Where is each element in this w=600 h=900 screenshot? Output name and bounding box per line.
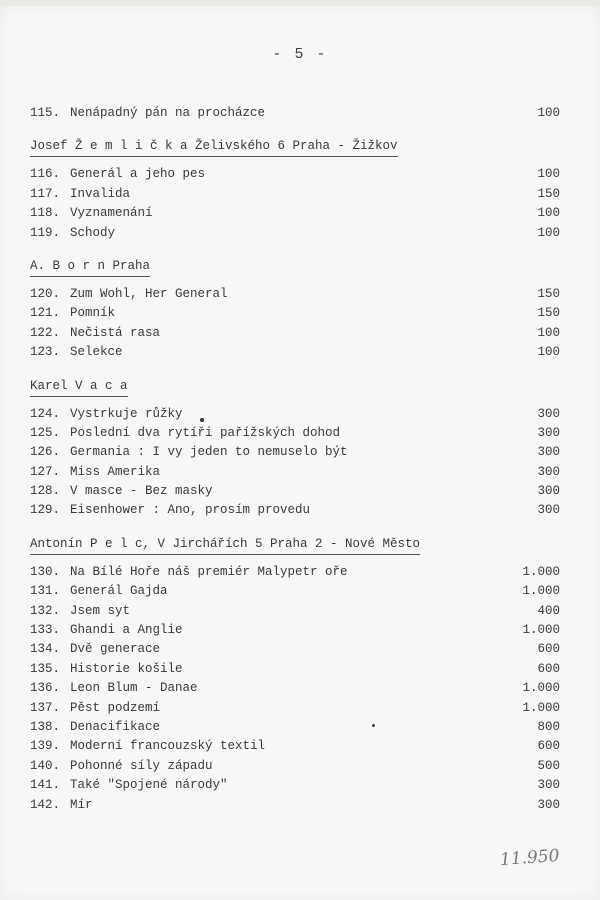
section-spacer	[30, 817, 560, 823]
handwritten-total: 11.950	[499, 845, 561, 871]
item-title: Nenápadný pán na procházce	[70, 106, 266, 120]
artist-header-text: Karel V a c a	[30, 379, 128, 397]
item-title: Pohonné síly západu	[70, 758, 213, 773]
item-price: 1.000	[522, 623, 560, 638]
item-number: 131.	[30, 584, 61, 599]
item-title: Nečistá rasa	[70, 325, 161, 340]
item-price: 100	[537, 345, 560, 360]
catalogue-row	[30, 287, 560, 306]
catalogue-row	[30, 565, 560, 584]
item-price: 300	[537, 484, 560, 499]
artist-header	[30, 379, 560, 405]
artist-header-text: A. B o r n Praha	[30, 259, 150, 277]
item-title: Generál Gajda	[70, 584, 168, 599]
catalogue-row	[30, 662, 560, 681]
item-number: 121.	[30, 306, 61, 321]
item-price: 300	[537, 445, 560, 460]
item-title: Germania : I vy jeden to nemuselo být	[70, 445, 348, 460]
catalogue-row	[30, 623, 560, 642]
item-number: 124.	[30, 406, 61, 421]
catalogue-list	[30, 106, 560, 823]
item-title: Zum Wohl, Her General	[70, 286, 228, 301]
item-price: 150	[537, 286, 560, 301]
item-title: Vystrkuje růžky	[70, 406, 183, 421]
item-number: 117.	[30, 186, 61, 201]
artist-header	[30, 259, 560, 285]
item-number: 128.	[30, 484, 61, 499]
item-title: V masce - Bez masky	[70, 484, 213, 499]
section-spacer	[30, 365, 560, 371]
catalogue-row	[30, 306, 560, 325]
ink-smudge	[372, 724, 375, 727]
item-title: Invalida	[70, 186, 131, 201]
catalogue-row	[30, 681, 560, 700]
catalogue-row	[30, 701, 560, 720]
item-title: Vyznamenání	[70, 206, 153, 221]
catalogue-row	[30, 720, 560, 739]
catalogue-row	[30, 798, 560, 817]
item-number: 130.	[30, 564, 61, 579]
item-number: 118.	[30, 206, 61, 221]
catalogue-row	[30, 484, 560, 503]
catalogue-row	[30, 778, 560, 797]
document-page	[0, 6, 600, 900]
item-price: 800	[537, 719, 560, 734]
item-number: 140.	[30, 758, 61, 773]
item-price: 300	[537, 425, 560, 440]
item-price: 150	[537, 186, 560, 201]
catalogue-row	[30, 739, 560, 758]
item-number: 134.	[30, 642, 61, 657]
item-number: 132.	[30, 603, 61, 618]
item-title: Schody	[70, 225, 116, 240]
item-number: 115.	[30, 106, 61, 120]
item-title: Také "Spojené národy"	[70, 778, 228, 793]
item-price: 100	[537, 206, 560, 221]
item-number: 122.	[30, 325, 61, 340]
catalogue-row	[30, 759, 560, 778]
catalogue-row	[30, 604, 560, 623]
item-title: Selekce	[70, 345, 123, 360]
item-price: 600	[537, 739, 560, 754]
item-price: 300	[537, 406, 560, 421]
catalogue-row	[30, 326, 560, 345]
catalogue-row	[30, 206, 560, 225]
section-spacer	[30, 245, 560, 251]
item-price: 500	[537, 758, 560, 773]
item-price: 600	[537, 642, 560, 657]
item-title: Jsem syt	[70, 603, 131, 618]
catalogue-row	[30, 106, 560, 125]
ink-smudge	[200, 418, 204, 422]
item-price: 400	[537, 603, 560, 618]
item-price: 300	[537, 503, 560, 518]
item-title: Poslední dva rytíři pařížských dohod	[70, 425, 341, 440]
item-title: Pěst podzemí	[70, 700, 161, 715]
item-title: Historie košile	[70, 661, 183, 676]
item-price: 1.000	[522, 564, 560, 579]
item-number: 136.	[30, 681, 61, 696]
page-number: - 5 -	[272, 46, 328, 63]
item-number: 125.	[30, 425, 61, 440]
item-price: 100	[537, 106, 560, 120]
item-title: Denacifikace	[70, 719, 161, 734]
item-number: 116.	[30, 167, 61, 182]
item-number: 141.	[30, 778, 61, 793]
item-title: Generál a jeho pes	[70, 167, 206, 182]
item-number: 127.	[30, 464, 61, 479]
item-title: Na Bílé Hoře náš premiér Malypetr oře	[70, 564, 348, 579]
item-title: Moderní francouzský textil	[70, 739, 266, 754]
item-number: 119.	[30, 225, 61, 240]
item-title: Ghandi a Anglie	[70, 623, 183, 638]
item-price: 100	[537, 167, 560, 182]
artist-header	[30, 537, 560, 563]
artist-header-text: Antonín P e l c, V Jirchářích 5 Praha 2 - Nové Město	[30, 537, 420, 555]
item-title: Leon Blum - Danae	[70, 681, 198, 696]
artist-header	[30, 139, 560, 165]
item-title: Eisenhower : Ano, prosím provedu	[70, 503, 311, 518]
item-price: 1.000	[522, 584, 560, 599]
item-price: 300	[537, 464, 560, 479]
catalogue-row	[30, 167, 560, 186]
item-price: 300	[537, 797, 560, 812]
item-title: Dvě generace	[70, 642, 161, 657]
item-number: 139.	[30, 739, 61, 754]
item-number: 123.	[30, 345, 61, 360]
section-spacer	[30, 523, 560, 529]
item-price: 100	[537, 225, 560, 240]
item-number: 129.	[30, 503, 61, 518]
item-number: 137.	[30, 700, 61, 715]
catalogue-row	[30, 187, 560, 206]
item-number: 133.	[30, 623, 61, 638]
artist-header-text: Josef Ž e m l i č k a Želivského 6 Praha - Žižkov	[30, 139, 398, 157]
catalogue-row	[30, 445, 560, 464]
item-price: 1.000	[522, 681, 560, 696]
catalogue-row	[30, 503, 560, 522]
item-number: 138.	[30, 719, 61, 734]
section-spacer	[30, 125, 560, 131]
item-price: 1.000	[522, 700, 560, 715]
catalogue-row	[30, 465, 560, 484]
item-number: 126.	[30, 445, 61, 460]
item-title: Pomník	[70, 306, 116, 321]
item-number: 135.	[30, 661, 61, 676]
catalogue-row	[30, 642, 560, 661]
item-title: Miss Amerika	[70, 464, 161, 479]
item-number: 120.	[30, 286, 61, 301]
catalogue-row	[30, 345, 560, 364]
item-title: Mír	[70, 797, 93, 812]
item-number: 142.	[30, 797, 61, 812]
catalogue-row	[30, 226, 560, 245]
item-price: 150	[537, 306, 560, 321]
catalogue-row	[30, 407, 560, 426]
item-price: 300	[537, 778, 560, 793]
catalogue-row	[30, 426, 560, 445]
item-price: 600	[537, 661, 560, 676]
catalogue-row	[30, 584, 560, 603]
item-price: 100	[537, 325, 560, 340]
